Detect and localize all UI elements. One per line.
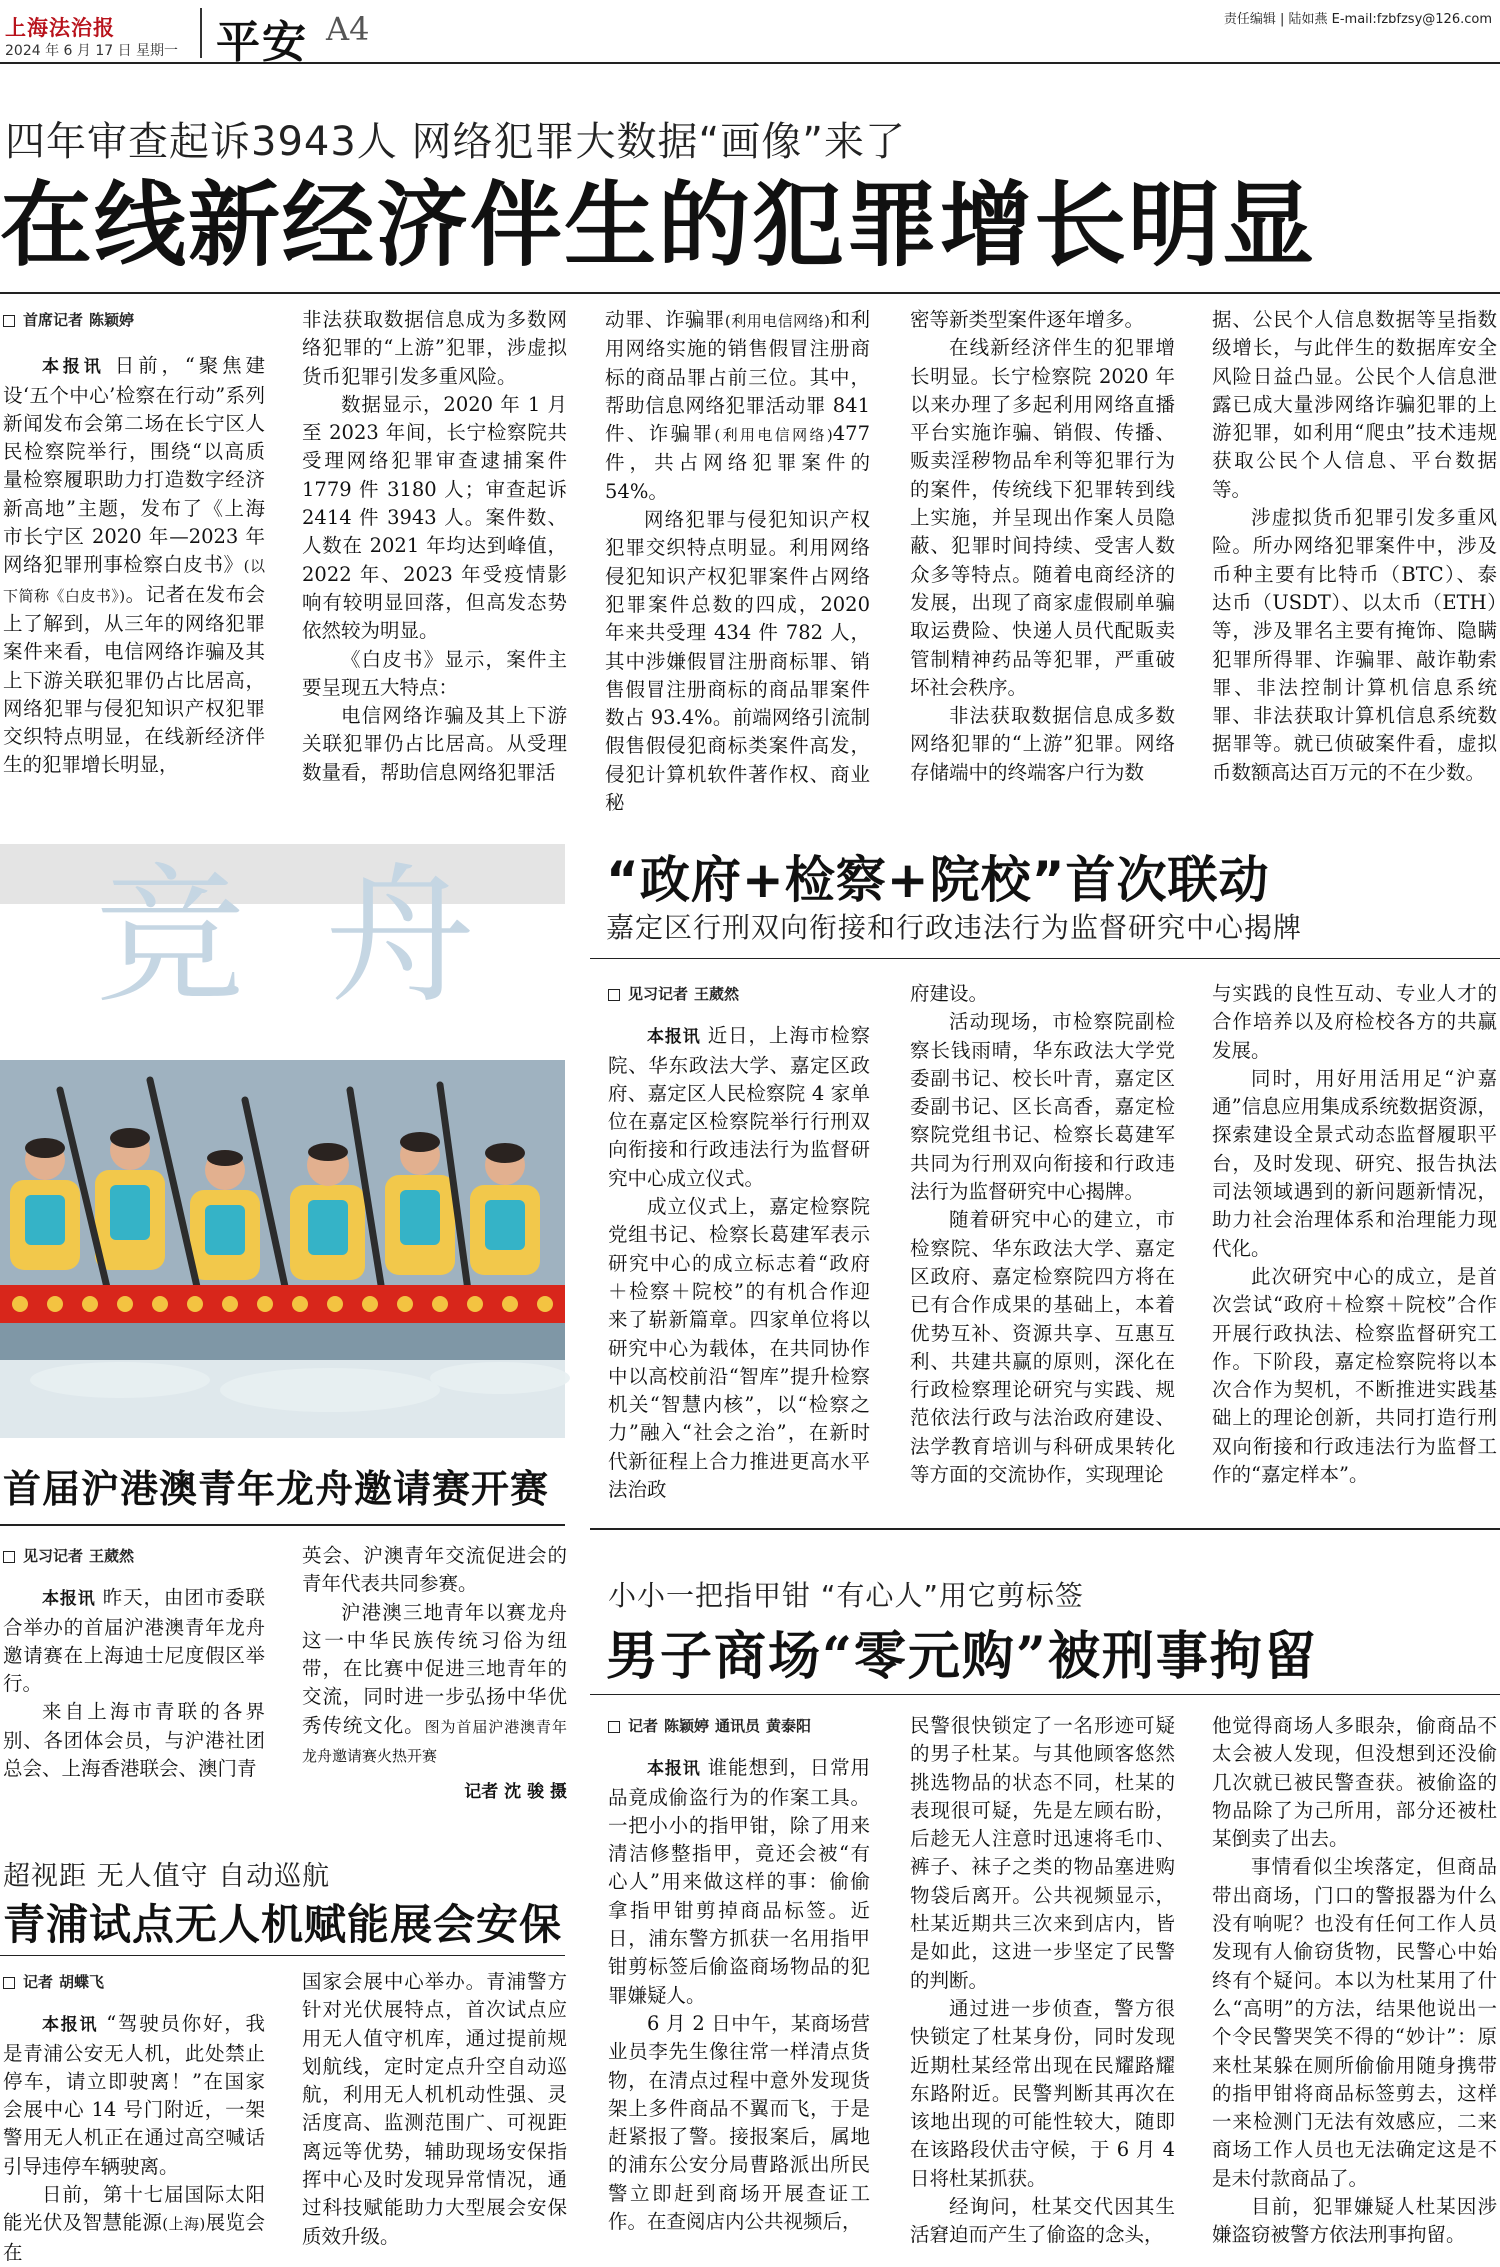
dragon-headline: 首届沪港澳青年龙舟邀请赛开赛 bbox=[3, 1467, 550, 1511]
story2-column-1: 见习记者 王葳然 本报讯 近日，上海市检察院、华东政法大学、嘉定区政府、嘉定区人民检察院 4 家单位在嘉定区检察院举行行刑双向衔接和行政违法行为监督研究中心成立仪式。 成立仪式上，嘉定检察院党组书记、检察长葛建军表示研究中心的成立标志着“政府＋检察＋院校”的有机合作迎来了崭新篇章。四家单位将以研究中心为载体，在共同协作中以高校前沿“智库”提升检察机关“智慧内核”，以“检察之力”融入“社会之治”，在新时代新征程上合力推进更高水平法治政 bbox=[608, 980, 870, 1518]
byline-box-icon bbox=[608, 989, 620, 1001]
story4-column-2: 国家会展中心举办。青浦警方针对光伏展特点，首次试点应用无人值守机库，通过提前规划航线，定时定点升空自动巡航，利用无人机机动性强、灵活度高、监测范围广、可视距离远等优势，辅助现场安保指挥中心及时发现异常情况，通过科技赋能助力大型展会安保质效升级。 bbox=[302, 1970, 567, 2248]
byline-box-icon bbox=[3, 1551, 15, 1563]
story2-column-3: 与实践的良性互动、专业人才的合作培养以及府检校各方的共赢发展。 同时，用好用活用足“沪嘉通”信息应用集成系统数据资源，探索建设全景式动态监督履职平台，及时发现、研究、报告执法司法领域遇到的新问题新情况，助力社会治理体系和治理能力现代化。 此次研究中心的成立，是首次尝试“政府＋检察＋院校”合作开展行政执法、检察监督研究工作。下阶段，嘉定检察院将以本次合作为契机，不断推进实践基础上的理论创新，共同打造行刑双向衔接和行政违法行为监督工作的“嘉定样本”。 bbox=[1212, 982, 1497, 1487]
story3-column-2: 民警很快锁定了一名形迹可疑的男子杜某。与其他顾客悠然挑选物品的状态不同，杜某的表现很可疑，先是左顾右盼，后趁无人注意时迅速将毛巾、裤子、袜子之类的物品塞进购物袋后离开。公共视频显示，杜某近期共三次来到店内，皆是如此，这进一步坚定了民警的判断。 通过进一步侦查，警方很快锁定了杜某身份，同时发现近期杜某经常出现在民耀路耀东路附近。民警判断其再次在该地出现的可能性较大，随即在该路段伏击守候，于 6 月 4 日将杜某抓获。 经询问，杜某交代因其生活窘迫而产生了偷盗的念头， bbox=[910, 1714, 1175, 2247]
story2-subhead: 嘉定区行刑双向衔接和行政违法行为监督研究中心揭牌 bbox=[606, 911, 1303, 944]
photo-credit: 记者 沈 骏 摄 bbox=[464, 1782, 567, 1803]
issue-date: 2024 年 6 月 17 日 星期一 bbox=[5, 43, 179, 59]
byline-box-icon bbox=[608, 1721, 620, 1733]
lead-headline: 在线新经济伴生的犯罪增长明显 bbox=[0, 172, 1317, 279]
story3-rule bbox=[590, 1694, 1500, 1695]
story2-byline: 见习记者 王葳然 bbox=[608, 980, 870, 1008]
story2-column-2: 府建设。 活动现场，市检察院副检察长钱雨晴，华东政法大学党委副书记、校长叶青，嘉定区委副书记、区长高香，嘉定检察院党组书记、检察长葛建军共同为行刑双向衔接和行政违法行为监督研究中心揭牌。 随着研究中心的建立，市检察院、华东政法大学、嘉定区政府、嘉定检察院四方将在已有合作成果的基础上，本着优势互补、资源共享、互惠互利、共建共赢的原则，深化在行政检察理论研究与实践、规范依法行政与法治政府建设、法学教育培训与科研成果转化等方面的交流协作，实现理论 bbox=[910, 982, 1175, 1487]
story2-rule bbox=[590, 958, 1500, 959]
lead-rule bbox=[0, 292, 1500, 294]
banner-title: 竞舟 bbox=[95, 850, 556, 1024]
story3-column-1: 记者 陈颖婷 通讯员 黄泰阳 本报讯 谁能想到，日常用品竟成偷盗行为的作案工具。一把小小的指甲钳，除了用来清洁修整指甲，竟还会被“有心人”用来做这样的事：偷偷拿指甲钳剪掉商品标签。近日，浦东警方抓获一名用指甲钳剪标签后偷盗商场物品的犯罪嫌疑人。 6 月 2 日中午，某商场营业员李先生像往常一样清点货物，在清点过程中意外发现货架上多件商品不翼而飞，于是赶紧报了警。接报案后，属地的浦东公安分局曹路派出所民警立即赶到商场开展查证工作。在查阅店内公共视频后， bbox=[608, 1712, 870, 2248]
dragon-boat-photo bbox=[0, 1060, 565, 1438]
dragon-column-1: 见习记者 王葳然 本报讯 昨天，由团市委联合举办的首届沪港澳青年龙舟邀请赛在上海迪士尼度假区举行。 来自上海市青联的各界别、各团体会员，与沪港社团总会、上海香港联会、澳门青 bbox=[3, 1542, 265, 1832]
lead-column-3: 动罪、诈骗罪(利用电信网络)和利用网络实施的销售假冒注册商标的商品罪占前三位。其中，帮助信息网络犯罪活动罪 841 件、诈骗罪(利用电信网络)477 件，共占网络犯罪案件的 54%。 网络犯罪与侵犯知识产权犯罪交织特点明显。利用网络侵犯知识产权犯罪案件占网络犯罪案件总数的四成，2020 年来共受理 434 件 782 人，其中涉嫌假冒注册商标罪、销售假冒注册商标的商品罪案件数占 93.4%。前端网络引流制假售假侵犯商标类案件高发，侵犯计算机软件著作权、商业秘 bbox=[605, 308, 870, 815]
dragon-byline: 见习记者 王葳然 bbox=[3, 1542, 265, 1570]
photo-caption: 图为首届沪港澳青年龙舟邀请赛火热开赛 bbox=[302, 1717, 567, 1766]
byline-box-icon bbox=[3, 1977, 15, 1989]
lead-column-1: 首席记者 陈颖婷 本报讯 日前，“聚焦建设‘五个中心’检察在行动”系列新闻发布会第二场在长宁区人民检察院举行，围绕“以高质量检察履职助力打造数字经济新高地”主题，发布了《上海市长宁区 2020 年—2023 年网络犯罪刑事检察白皮书》(以下简称《白皮书》)。记者在发布会上了解到，从三年的网络犯罪案件来看，电信网络诈骗及其上下游关联犯罪仍占比居高，网络犯罪与侵犯知识产权犯罪交织特点明显，在线新经济伴生的犯罪增长明显， bbox=[3, 306, 265, 786]
story3-byline: 记者 陈颖婷 通讯员 黄泰阳 bbox=[608, 1712, 870, 1740]
masthead bbox=[0, 0, 1500, 68]
story4-kicker: 超视距 无人值守 自动巡航 bbox=[3, 1861, 331, 1892]
lead-column-4: 密等新类型案件逐年增多。 在线新经济伴生的犯罪增长明显。长宁检察院 2020 年以来办理了多起利用网络直播平台实施诈骗、销假、传播、贩卖淫秽物品牟利等犯罪行为的案件，传统线下犯罪转到线上实施，并呈现出作案人员隐蔽、犯罪时间持续、受害人数众多等特点。随着电商经济的发展，出现了商家虚假刷单骗取运费险、快递人员代配販卖管制精神药品等犯罪，严重破坏社会秩序。 非法获取数据信息成多数网络犯罪的“上游”犯罪。网络存储端中的终端客户行为数 bbox=[910, 308, 1175, 784]
dragon-rule bbox=[0, 1524, 565, 1526]
story3-kicker: 小小一把指甲钳 “有心人”用它剪标签 bbox=[608, 1579, 1084, 1612]
story4-headline: 青浦试点无人机赋能展会安保 bbox=[3, 1900, 563, 1949]
story3-headline: 男子商场“零元购”被刑事拘留 bbox=[606, 1626, 1318, 1687]
story4-column-1: 记者 胡蝶飞 本报讯 “驾驶员你好，我是青浦公安无人机，此处禁止停车，请立即驶离！”在国家会展中心 14 号门附近，一架警用无人机正在通过高空喊话引导违停车辆驶离。 日前，第十七届国际太阳能光伏及智慧能源(上海)展览会在 bbox=[3, 1968, 265, 2248]
story2-headline: “政府+检察+院校”首次联动 bbox=[606, 851, 1270, 909]
byline-box-icon bbox=[3, 315, 15, 327]
lead-byline: 首席记者 陈颖婷 bbox=[3, 306, 265, 334]
editor-credit: 责任编辑 | 陆如燕 E-mail:fzbfzsy@126.com bbox=[1223, 12, 1492, 27]
masthead-divider bbox=[200, 8, 202, 58]
story3-column-3: 他觉得商场人多眼杂，偷商品不太会被人发现，但没想到还没偷几次就已被民警查获。被偷盗的物品除了为己所用，部分还被杜某倒卖了出去。 事情看似尘埃落定，但商品带出商场，门口的警报器为什么没有响呢？也没有任何工作人员发现有人偷窃货物，民警心中始终有个疑问。本以为杜某用了什么“高明”的方法，结果他说出一个令民警哭笑不得的“妙计”：原来杜某躲在厕所偷偷用随身携带的指甲钳将商品标签剪去，这样一来检测门无法有效感应，二来商场工作人员也无法确定这是不是未付款商品了。 目前，犯罪嫌疑人杜某因涉嫌盗窃被警方依法刑事拘留。 bbox=[1212, 1714, 1497, 2247]
dragon-column-2: 英会、沪澳青年交流促进会的青年代表共同参赛。 沪港澳三地青年以赛龙舟这一中华民族传统习俗为纽带，在比赛中促进三地青年的交流，同时进一步弘扬中华优秀传统文化。图为首届沪港澳青年龙舟邀请赛火热开赛 记者 沈 骏 摄 bbox=[302, 1542, 567, 1832]
dragon-boat-illustration bbox=[0, 1060, 565, 1438]
lead-column-2: 非法获取数据信息成为多数网络犯罪的“上游”犯罪，涉虚拟货币犯罪引发多重风险。 数据显示，2020 年 1 月至 2023 年间，长宁检察院共受理网络犯罪审查逮捕案件 1779 件 3180 人；审查起诉 2414 件 3943 人。案件数、人数在 2021 年均达到峰值，2022 年、2023 年受疫情影响有较明显回落，但高发态势依然较为明显。 《白皮书》显示，案件主要呈现五大特点： 电信网络诈骗及其上下游关联犯罪仍占比居高。从受理数量看，帮助信息网络犯罪活 bbox=[302, 308, 567, 784]
page-number: A4 bbox=[326, 10, 370, 48]
lead-column-5: 据、公民个人信息数据等呈指数级增长，与此伴生的数据库安全风险日益凸显。公民个人信息泄露已成大量涉网络诈骗犯罪的上游犯罪，如利用“爬虫”技术违规获取公民个人信息、平台数据等。 涉虚拟货币犯罪引发多重风险。所办网络犯罪案件中，涉及币种主要有比特币（BTC）、泰达币（USDT）、以太币（ETH）等，涉及罪名主要有掩饰、隐瞒犯罪所得罪、诈骗罪、敲诈勒索罪、非法控制计算机信息系统罪、非法获取计算机信息系统数据罪等。就已侦破案件看，虚拟币数额高达百万元的不在少数。 bbox=[1212, 308, 1497, 784]
story4-rule bbox=[0, 1955, 565, 1956]
story4-byline: 记者 胡蝶飞 bbox=[3, 1968, 265, 1996]
story3-top-rule bbox=[590, 1528, 1500, 1530]
section-name: 平安 bbox=[216, 17, 308, 68]
lead-kicker: 四年审查起诉3943人 网络犯罪大数据“画像”来了 bbox=[5, 119, 906, 165]
newspaper-logo: 上海法治报 bbox=[5, 15, 115, 40]
